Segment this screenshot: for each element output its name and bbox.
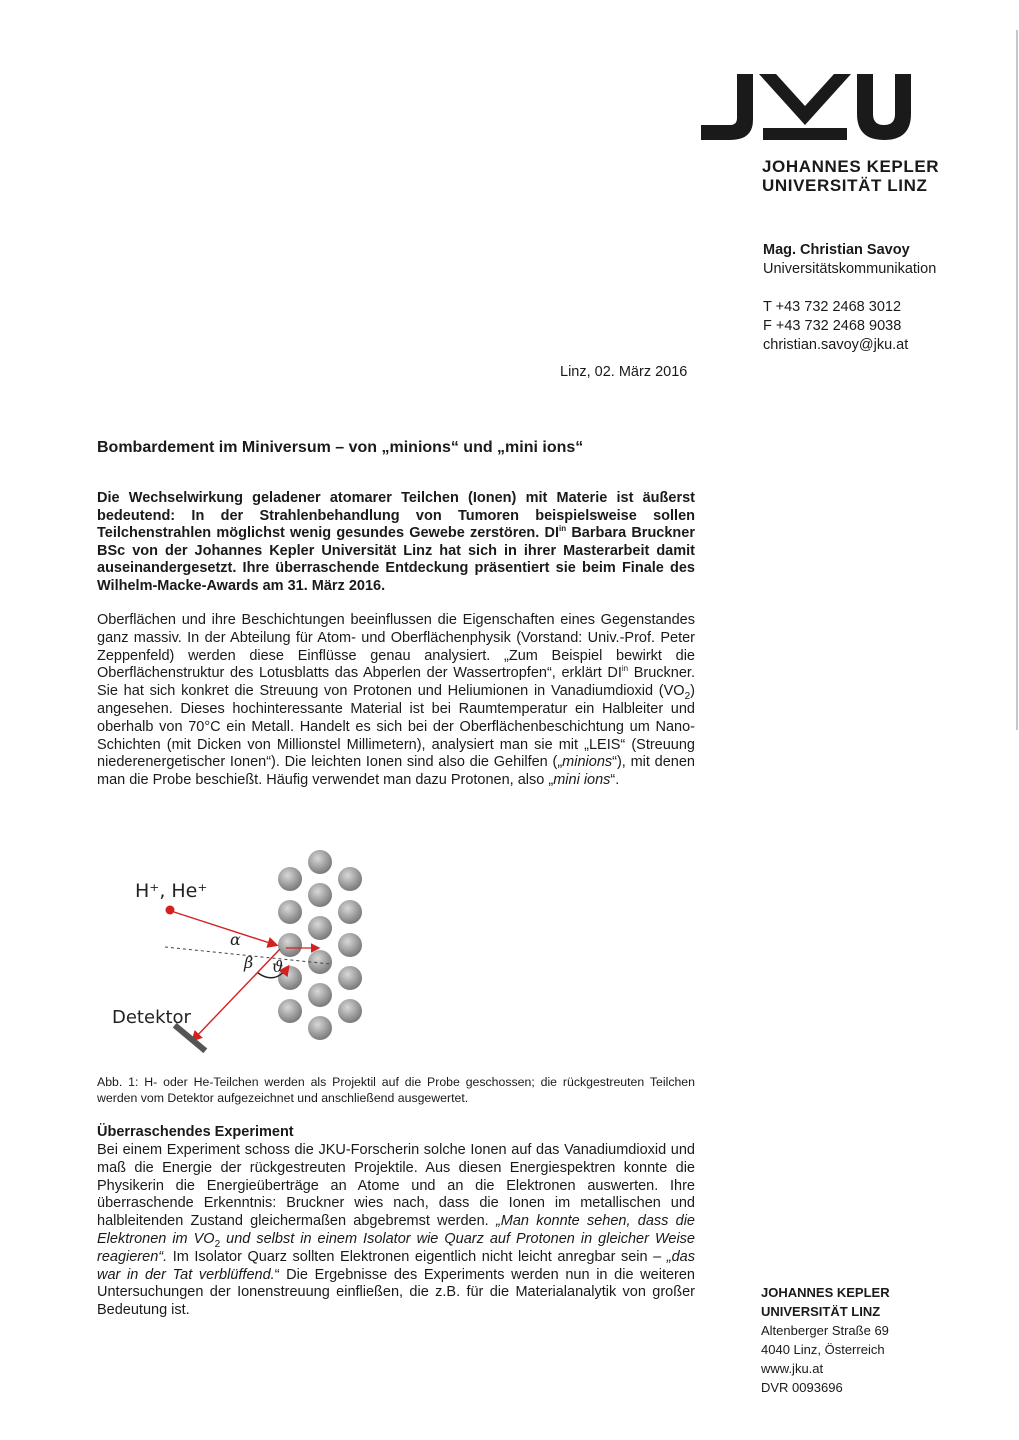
address-city: 4040 Linz, Österreich [761,1342,885,1357]
address-street: Altenberger Straße 69 [761,1323,889,1338]
logo-subtitle [762,157,939,195]
ion-source-dot [166,906,175,915]
contact-name: Mag. Christian Savoy [763,242,910,258]
label-theta: ϑ [272,957,284,976]
logo-letter-k [759,74,851,125]
body-paragraph-1: Oberflächen und ihre Beschichtungen beeinflussen die Eigenschaften eines Gegenstandes ganz massiv. In der Abteilung für Atom- und Oberflächenphysik (Vorstand: Univ.-Prof. Peter Zeppenfeld) werden diese Einflüsse genau analysiert. „Zum Beispiel bewirkt die Oberflächenstruktur des Lotusblatts das Abperlen der Wassertropfen“, erklärt $DI^{in}$ Bruckner. Sie hat sich konkret die Streuung von Protonen und Heliumionen in Vanadiumdioxid $(VO_2)$ angesehen. Dieses hochinteressante Material ist bei Raumtemperatur ein Halbleiter und oberhalb von 70°C ein Metall. Handelt es sich bei der Oberflächenbeschichtung um Nano-Schichten (mit Dicken von Millionstel Millimetern), analysiert man sie mit „LEIS“ (Streuung niederenergetischer Ionen“). Die leichten Ionen sind also die Gehilfen („minions“), mit denen man die Probe beschießt. Häufig verwendet man dazu Protonen, also „mini ions“. [97,612,695,789]
contact-department: Universitätskommunikation [763,261,937,277]
body-paragraph-2: Bei einem Experiment schoss die JKU-Forscherin solche Ionen auf das Vanadiumdioxid und maß die Energie der rückgestreuten Projektile. Aus diesen Energiespektren konnte die Physikerin die Energieüberträge an Atome und an die Elektronen auswerten. Ihre überraschende Erkenntnis: Bruckner wies nach, dass die Ionen im metallischen und halbleitenden Zustand gleichermaßen abgebremst werden. „Man konnte sehen, dass die Elektronen im $VO_2$ und selbst in einem Isolator wie Quarz auf Protonen in gleicher Weise reagieren“. Im Isolator Quarz sollten Elektronen eigentlich nicht leicht anregbar sein – „das war in der Tat verblüffend.“ Die Ergebnisse des Experiments werden nun in die weiteren Untersuchungen der Ionenstreuung einfließen, die z.B. für die Materialanalytik von großer Bedeutung ist. [97,1142,695,1319]
scattering-figure [100,845,400,1065]
address-line-1: JOHANNES KEPLER [761,1285,890,1300]
logo-letter-k-bar [763,128,847,140]
label-alpha: α [230,930,241,949]
atom-lattice [278,850,362,1040]
contact-email[interactable]: christian.savoy@jku.at [763,337,909,353]
press-release-title: Bombardement im Miniversum – von „minions“ und „mini ions“ [97,439,584,456]
address-dvr: DVR 0093696 [761,1380,843,1395]
label-beta: β [244,953,254,972]
label-detector: Detektor [112,1007,191,1028]
logo-line-1: JOHANNES KEPLER [762,157,940,176]
page-edge-line [1016,30,1018,730]
contact-phone: T +43 732 2468 3012 [763,299,902,315]
date-line: Linz, 02. März 2016 [560,364,688,380]
logo-letter-u [857,74,911,140]
address-web[interactable]: www.jku.at [761,1361,824,1376]
address-line-2: UNIVERSITÄT LINZ [761,1304,881,1319]
section-title: Überraschendes Experiment [97,1124,294,1140]
footer-address [761,1283,890,1397]
logo-line-2: UNIVERSITÄT LINZ [762,176,928,195]
jku-logo [697,70,917,150]
label-ions: H⁺, He⁺ [135,880,208,902]
contact-block [763,241,936,355]
figure-caption: Abb. 1: H- oder He-Teilchen werden als Projektil auf die Probe geschossen; die rückgestreuten Teilchen werden vom Detektor aufgezeichnet und anschließend ausgewertet. [97,1075,695,1105]
lead-paragraph: Die Wechselwirkung geladener atomarer Teilchen (Ionen) mit Materie ist äußerst bedeutend: In der Strahlenbehandlung von Tumoren beispielsweise sollen Teilchenstrahlen möglichst wenig gesundes Gewebe zerstören. $DI^{in}$ Barbara Bruckner BSc von der Johannes Kepler Universität Linz hat sich in ihrer Masterarbeit damit auseinandergesetzt. Ihre überraschende Entdeckung präsentiert sie beim Finale des Wilhelm-Macke-Awards am 31. März 2016. [97,490,695,594]
logo-letter-j [701,74,753,140]
contact-fax: F +43 732 2468 9038 [763,318,902,334]
